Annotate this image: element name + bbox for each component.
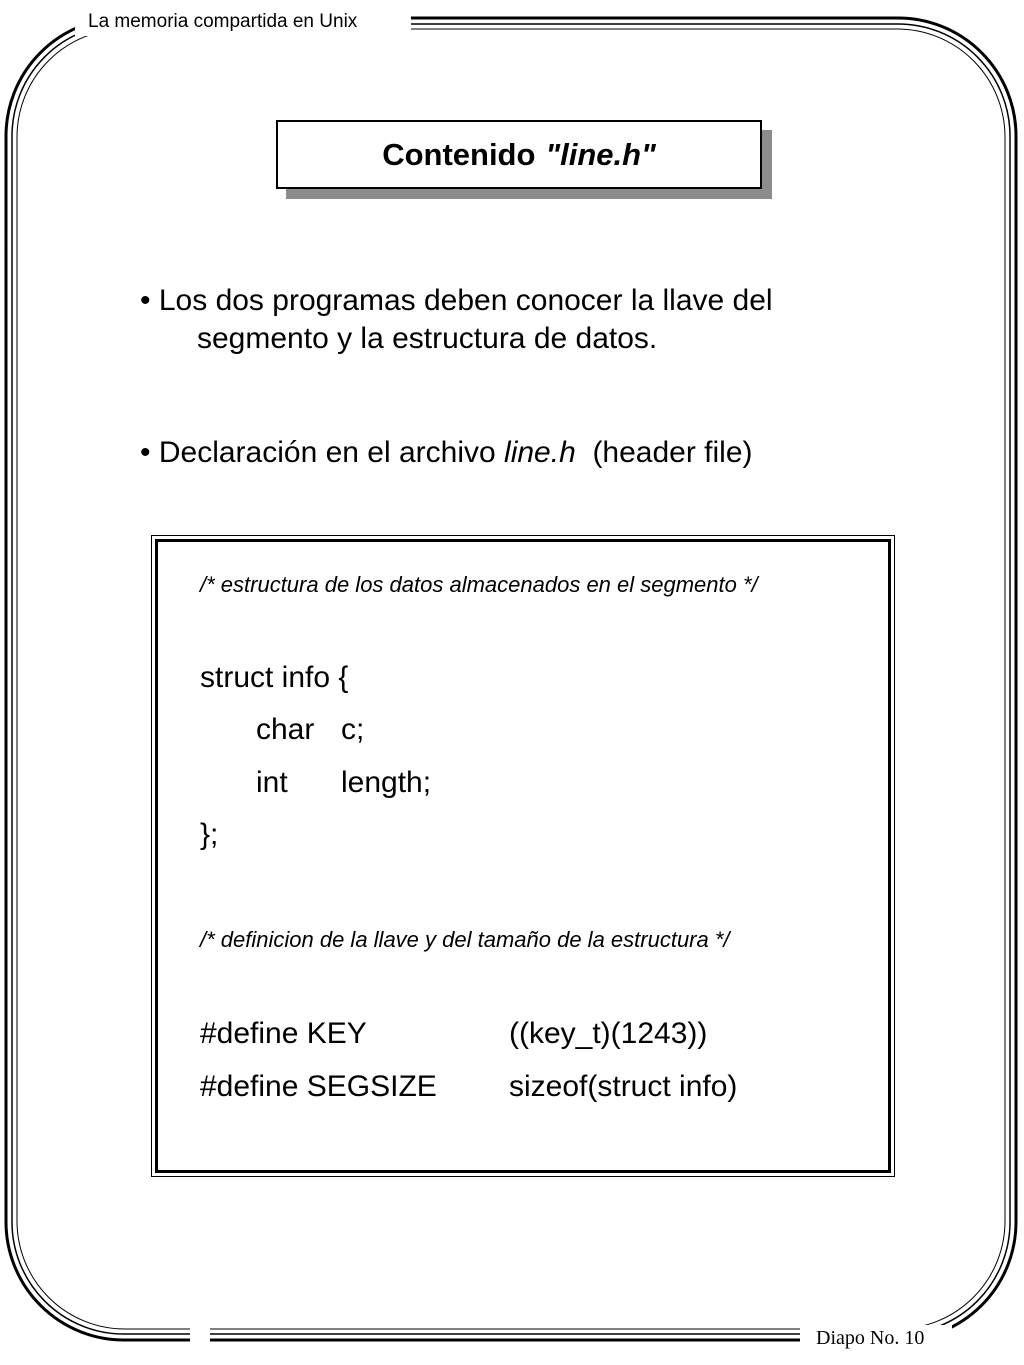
- title-prefix: Contenido: [382, 136, 536, 172]
- code-define-1-name: #define KEY: [200, 1017, 367, 1050]
- bullet-2-note: (header file): [592, 436, 753, 469]
- code-define-2-name: #define SEGSIZE: [200, 1070, 437, 1103]
- slide-number: Diapo No. 10: [812, 1327, 928, 1350]
- code-field-1-name: c;: [341, 713, 365, 746]
- bullet-marker: •: [140, 436, 151, 469]
- code-listing: [155, 539, 891, 1173]
- bullet-item-2: [140, 434, 753, 472]
- header-title: La memoria compartida en Unix: [84, 11, 361, 33]
- code-comment-1: /* estructura de los datos almacenados en el segmento */: [200, 572, 758, 597]
- code-listing-box: [151, 535, 895, 1177]
- bullet-item-1: [140, 282, 900, 358]
- bullet-1-line-2: segmento y la estructura de datos.: [197, 322, 658, 355]
- code-field-2-type: int: [256, 766, 288, 799]
- code-struct-open: struct info {: [200, 661, 349, 694]
- code-define-1-value: ((key_t)(1243)): [509, 1017, 708, 1050]
- code-struct-close: };: [200, 818, 219, 851]
- code-field-2-name: length;: [341, 766, 432, 799]
- bullet-2-text: Declaración en el archivo: [158, 436, 496, 469]
- bullet-1-line-1: Los dos programas deben conocer la llave del: [158, 284, 773, 317]
- bullet-2-filename: line.h: [504, 436, 576, 469]
- title-filename: "line.h": [545, 136, 656, 172]
- slide-title-box: [276, 120, 762, 189]
- code-comment-2: /* definicion de la llave y del tamaño de la estructura */: [200, 927, 730, 952]
- code-field-1-type: char: [256, 713, 315, 746]
- bullet-marker: •: [140, 284, 151, 317]
- code-define-2-value: sizeof(struct info): [509, 1070, 738, 1103]
